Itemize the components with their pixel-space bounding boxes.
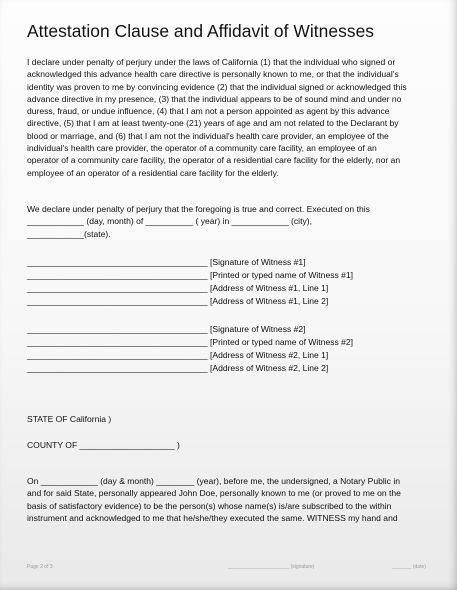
execution-paragraph: We declare under penalty of perjury that the foregoing is true and correct. Executed on this ____________ (day, month) of __________ ( year) in ____________ (city), ____________(state). xyxy=(27,204,370,239)
page-title: Attestation Clause and Affidavit of Witnesses xyxy=(27,21,375,41)
witness-1-address-line-2: ______________________________________ [Address of Witness #1, Line 2] xyxy=(27,296,329,306)
declaration-paragraph: I declare under penalty of perjury under the laws of California (1) that the individual who signed or acknowledged this advance health care directive is personally known to me, or that the individual's identity was proven to me by convincing evidence (2) that the individual signed or acknowledged this advance directive in my presence, (3) that the individual appears to be of sound mind and under no duress, fraud, or undue influence, (4) that I am not a person appointed as agent by this advance directive, (5) that I am at least twenty-one (21) years of age and am not related to the Declarant by blood or marriage, and (6) that I am not the individual's health care provider, an employee of the individual's health care provider, the operator of a community care facility, an employee of an operator of a community care facility, the operator of a residential care facility for the elderly, nor an employee of an operator of a residential care facility for the elderly. xyxy=(27,57,407,178)
witness-2-address-line-2: ______________________________________ [Address of Witness #2, Line 2] xyxy=(27,363,329,373)
state-line: STATE OF California ) xyxy=(27,414,112,424)
witness-1-address-line-1: ______________________________________ [Address of Witness #1, Line 1] xyxy=(27,283,329,293)
witness-2-name-line: ______________________________________ [Printed or typed name of Witness #2] xyxy=(27,337,353,347)
page-number: Page 2 of 3 xyxy=(27,564,53,570)
footer-signature: ______________________ (signature) xyxy=(228,564,315,570)
witness-2-address-line-1: ______________________________________ [Address of Witness #2, Line 1] xyxy=(27,350,329,360)
county-line: COUNTY OF ____________________ ) xyxy=(27,440,180,450)
witness-1-signature-line: ______________________________________ [Signature of Witness #1] xyxy=(27,257,306,267)
footer-date: _______ (date) xyxy=(392,564,426,570)
notary-paragraph: On ____________ (day & month) ________ (year), before me, the undersigned, a Notary Public in and for said State, personally appeared John Doe, personally known to me (or proved to me on the basis of satisfactory evidence) to be the person(s) whose name(s) is/are subscribed to the within instrument and acknowledged to me that he/she/they executed the same. WITNESS my hand and xyxy=(27,476,401,523)
witness-2-signature-line: ______________________________________ [Signature of Witness #2] xyxy=(27,324,306,334)
witness-1-name-line: ______________________________________ [Printed or typed name of Witness #1] xyxy=(27,270,353,280)
